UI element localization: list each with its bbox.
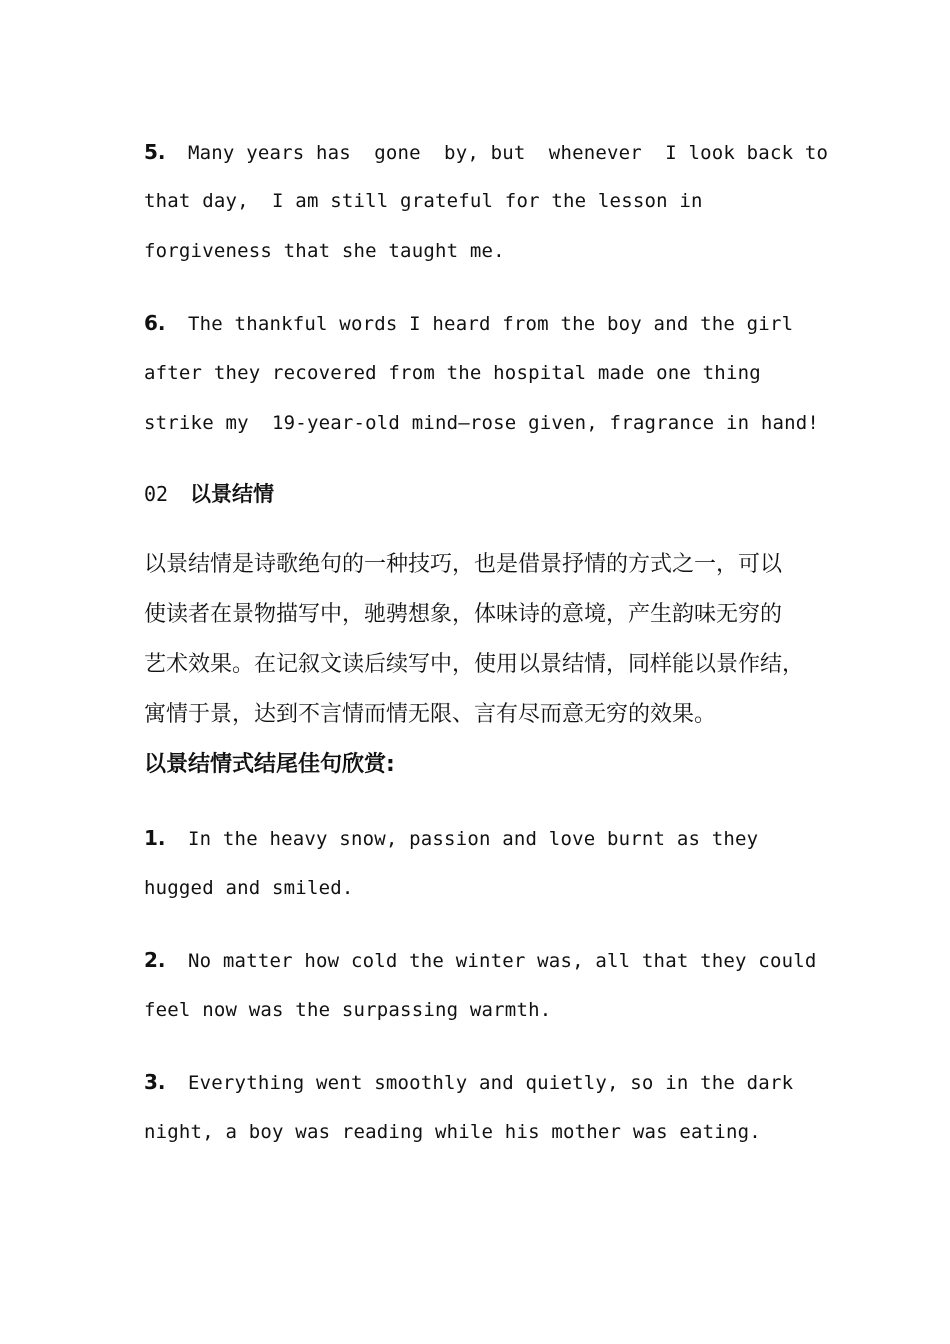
example-5-line-1 bbox=[144, 137, 828, 170]
section-title: 以景结情 bbox=[190, 482, 274, 506]
intro-paragraph-line-4: 寓情于景，达到不言情而情无限、言有尽而意无穷的效果。 bbox=[144, 702, 717, 727]
example-6-line-3: strike my 19-year-old mind—rose given, fragrance in hand! bbox=[144, 412, 820, 434]
example-text: Many years has gone by, but whenever I look back to bbox=[188, 142, 829, 164]
example-number: 1. bbox=[144, 826, 166, 850]
section-heading bbox=[144, 479, 274, 512]
section-number: 02 bbox=[144, 482, 169, 506]
example-number: 2. bbox=[144, 948, 166, 972]
example-3-line-1 bbox=[144, 1067, 793, 1100]
intro-paragraph-line-1: 以景结情是诗歌绝句的一种技巧，也是借景抒情的方式之一，可以 bbox=[144, 552, 783, 577]
example-text: In the heavy snow, passion and love burnt as they bbox=[188, 828, 759, 850]
example-number: 5. bbox=[144, 140, 166, 164]
example-2-line-1 bbox=[144, 945, 817, 978]
example-text: Everything went smoothly and quietly, so in the dark bbox=[188, 1072, 794, 1094]
intro-paragraph-line-3: 艺术效果。在记叙文读后续写中，使用以景结情，同样能以景作结， bbox=[144, 652, 805, 677]
example-1-line-2: hugged and smiled. bbox=[144, 877, 354, 899]
subheading: 以景结情式结尾佳句欣赏: bbox=[144, 752, 395, 777]
example-1-line-1 bbox=[144, 823, 758, 856]
example-6-line-2: after they recovered from the hospital made one thing bbox=[144, 362, 761, 384]
example-2-line-2: feel now was the surpassing warmth. bbox=[144, 999, 552, 1021]
example-5-line-3: forgiveness that she taught me. bbox=[144, 240, 505, 262]
example-number: 6. bbox=[144, 311, 166, 335]
example-5-line-2: that day, I am still grateful for the lesson in bbox=[144, 190, 703, 212]
example-number: 3. bbox=[144, 1070, 166, 1094]
example-text: The thankful words I heard from the boy and the girl bbox=[188, 313, 794, 335]
example-6-line-1 bbox=[144, 308, 793, 341]
example-text: No matter how cold the winter was, all that they could bbox=[188, 950, 817, 972]
example-3-line-2: night, a boy was reading while his mother was eating. bbox=[144, 1121, 761, 1143]
intro-paragraph-line-2: 使读者在景物描写中，驰骋想象，体味诗的意境，产生韵味无穷的 bbox=[144, 602, 783, 627]
